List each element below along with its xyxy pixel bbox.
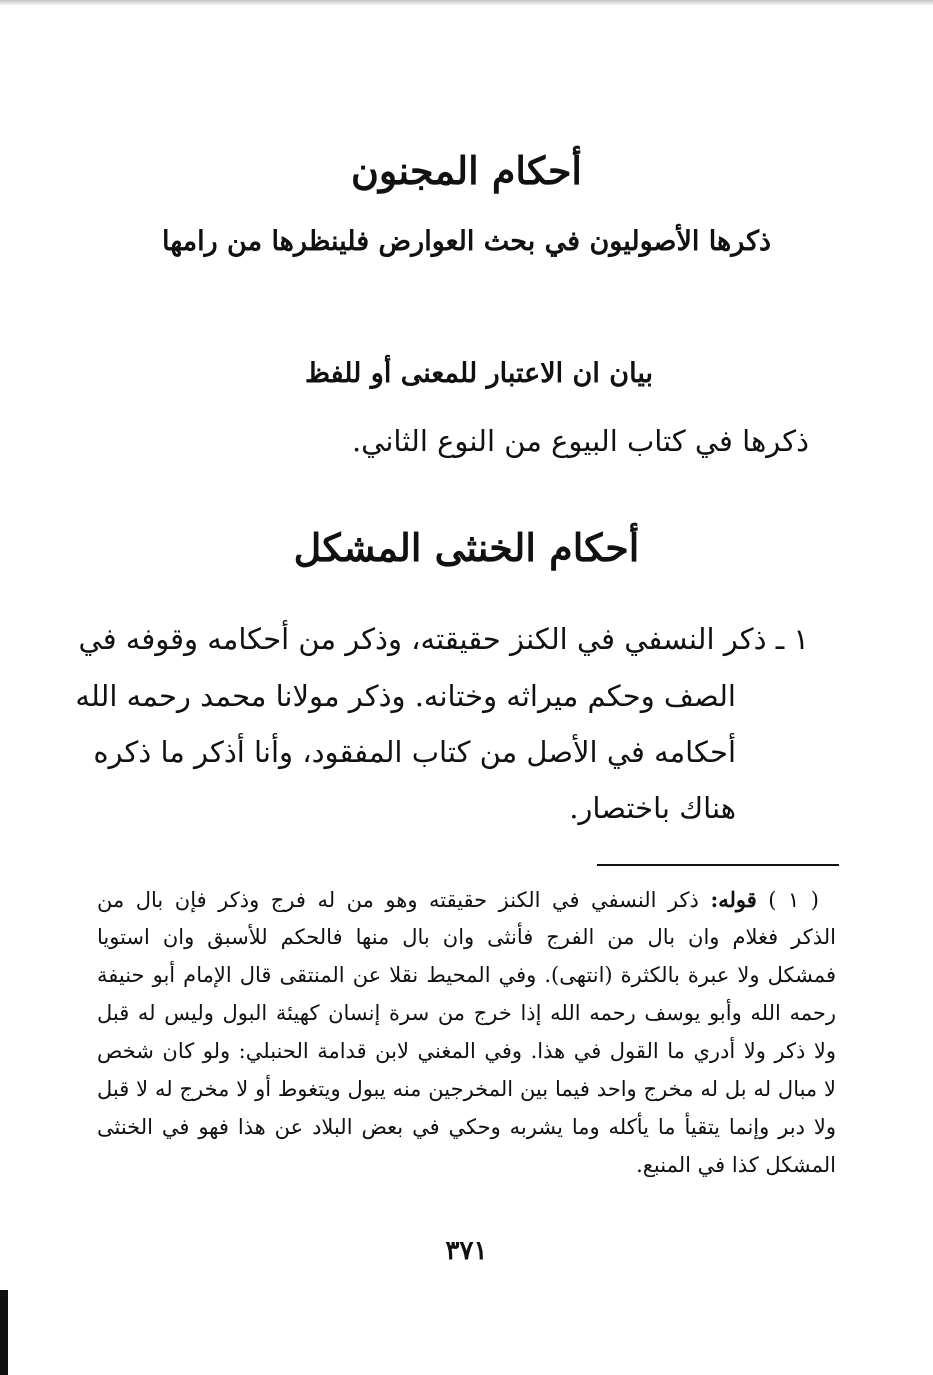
heading-majnun-note: ذكرها الأصوليون في بحث العوارض فلينظرها من رامها <box>161 226 772 257</box>
footnote-marker: ( ١ ) <box>768 888 819 912</box>
paragraph-line: هناك باختصار. <box>569 791 736 825</box>
footnote-line: فمشكل ولا عبرة بالكثرة (انتهى). وفي المحيط نقلا عن المنتقى قال الإمام أبو حنيفة <box>97 963 836 987</box>
paragraph-line: ١ ـ ذكر النسفي في الكنز حقيقته، وذكر من أحكامه وقوفه في <box>78 622 809 656</box>
footnote-text: ذكر النسفي في الكنز حقيقته وهو من له فرج وذكر فإن بال من <box>97 888 699 912</box>
footnote-line: المشكل كذا في المنبع. <box>636 1153 836 1177</box>
footnote-line: لا مبال له بل له مخرج واحد فيما بين المخرجين منه يبول ويتغوط أو لا مخرج له لا قبل <box>97 1077 836 1101</box>
heading-khuntha: أحكام الخنثى المشكل <box>293 525 640 570</box>
paragraph-line: أحكامه في الأصل من كتاب المفقود، وأنا أذكر ما ذكره <box>93 735 736 769</box>
paragraph-line: الصف وحكم ميراثه وختانه. وذكر مولانا محمد رحمه الله <box>75 679 736 713</box>
heading-meaning-note: ذكرها في كتاب البيوع من النوع الثاني. <box>351 424 809 458</box>
heading-meaning-vs-wording: بيان ان الاعتبار للمعنى أو للفظ <box>304 358 653 389</box>
scan-left-edge <box>0 1290 8 1375</box>
page-number: ٣٧١ <box>445 1236 488 1266</box>
scan-top-edge <box>0 0 933 6</box>
footnote-separator <box>597 864 839 866</box>
footnote-line: رحمه الله وأبو يوسف رحمه الله إذا خرج من سرة إنسان كهيئة البول وليس له قبل <box>97 1001 836 1025</box>
heading-majnun: أحكام المجنون <box>350 148 582 193</box>
footnote-label: قوله: <box>710 887 757 912</box>
footnote-first-line <box>97 887 819 912</box>
footnote-line: ولا دبر وإنما يتقيأ ما يأكله وما يشربه وحكي في بعض البلاد عن هذا فهو في الخنثى <box>97 1115 836 1139</box>
footnote-line: ولا ذكر ولا أدري ما القول في هذا. وفي المغني لابن قدامة الحنبلي: ولو كان شخص <box>97 1039 836 1063</box>
footnote-line: الذكر فغلام وان بال من الفرج فأنثى وان بال منها فالحكم للأسبق وان استويا <box>97 925 836 949</box>
